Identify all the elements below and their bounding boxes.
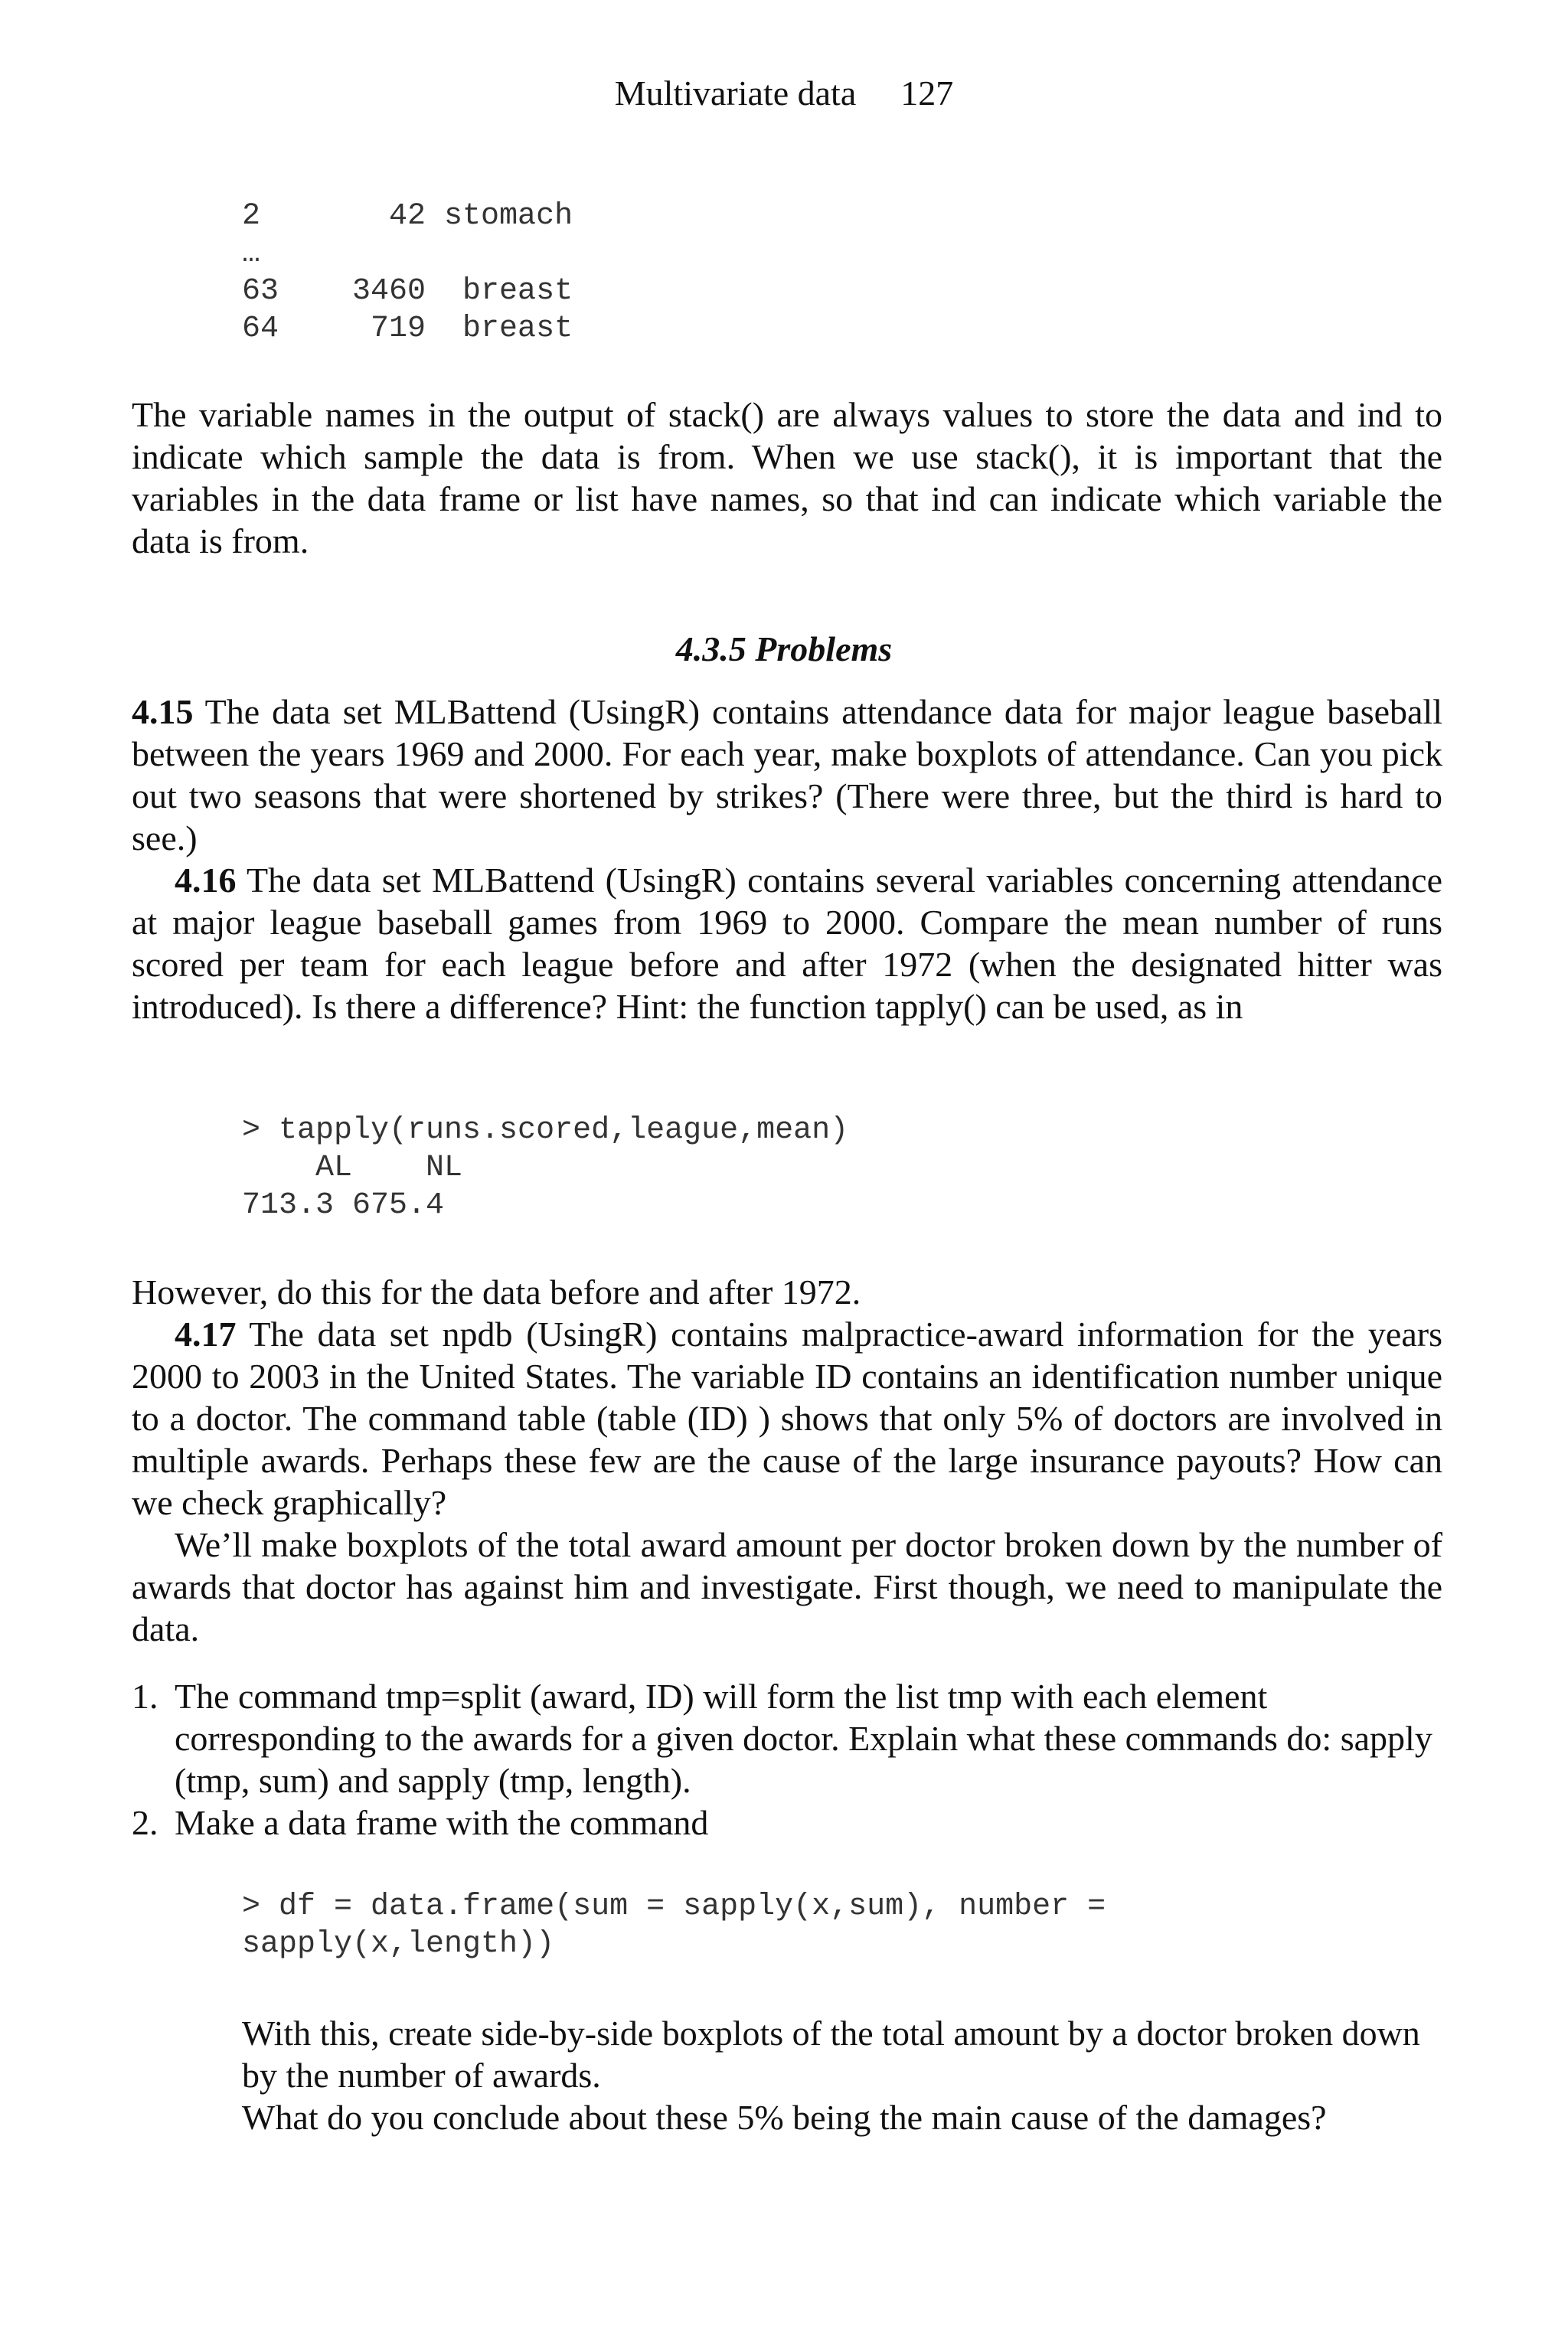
- list-number: 2.: [132, 1803, 158, 1842]
- list-item: [132, 1802, 1442, 1844]
- page-number: 127: [900, 74, 954, 113]
- problem-4-16: [132, 859, 1442, 1027]
- problem-4-17: [132, 1313, 1442, 1524]
- after-code-text: However, do this for the data before and after 1972.: [132, 1272, 861, 1312]
- problem-text: The data set MLBattend (UsingR) contains several variables concerning attendance at major league baseball games from 1969 to 2000. Compare the mean number of runs scored per team for each league before and after 1972 (when the designated hitter was introduced). Is there a difference? Hint: the function tapply() can be used, as in: [132, 861, 1442, 1026]
- running-header: [0, 70, 1568, 116]
- problem-number: 4.15: [132, 692, 194, 731]
- list-text: The command tmp=split (award, ID) will form the list tmp with each element corresponding to the awards for a given doctor. Explain what these commands do: sapply (tmp, sum) and sapply (tmp, length).: [175, 1677, 1432, 1800]
- problem-4-17-continued: We’ll make boxplots of the total award amount per doctor broken down by the number of awards that doctor has against him and investigate. First though, we need to manipulate the data.: [132, 1525, 1442, 1648]
- closing-line-1: With this, create side-by-side boxplots of the total amount by a doctor broken down by the number of awards.: [242, 2014, 1420, 2095]
- code-data-frame: > df = data.frame(sum = sapply(x,sum), number = sapply(x,length)): [242, 1890, 1106, 1962]
- problems-block-2: [132, 1271, 1442, 1650]
- problems-block: [132, 691, 1442, 1027]
- problem-text: The data set MLBattend (UsingR) contains attendance data for major league baseball between the years 1969 and 2000. For each year, make boxplots of attendance. Can you pick out two seasons that were shortened by strikes? (There were three, but the third is hard to see.): [132, 692, 1442, 858]
- problem-number: 4.17: [175, 1315, 237, 1354]
- problem-4-15: [132, 691, 1442, 859]
- intro-paragraph: [132, 394, 1442, 562]
- intro-text: The variable names in the output of stack() are always values to store the data and ind to indicate which sample the data is from. When we use stack(), it is important that the variables in the data frame or list have names, so that ind can indicate which variable the data is from.: [132, 395, 1442, 560]
- code-output-stack: 2 42 stomach … 63 3460 breast 64 719 breast: [242, 199, 573, 346]
- closing-line-2: What do you conclude about these 5% being the main cause of the damages?: [242, 2098, 1327, 2137]
- list-text: Make a data frame with the command: [175, 1803, 709, 1842]
- code-tapply: > tapply(runs.scored,league,mean) AL NL 713.3 675.4: [242, 1113, 849, 1223]
- list-number: 1.: [132, 1677, 158, 1716]
- list-item: [132, 1675, 1442, 1802]
- problem-text: The data set npdb (UsingR) contains malpractice-award information for the years 2000 to 2003 in the United States. The variable ID contains an identification number unique to a doctor. The command table (table (ID) ) shows that only 5% of doctors are involved in multiple awards. Perhaps these few are the cause of the large insurance payouts? How can we check graphically?: [132, 1315, 1442, 1522]
- problem-number: 4.16: [175, 861, 237, 900]
- numbered-list: [132, 1675, 1442, 1844]
- closing-paragraph: [242, 2012, 1442, 2138]
- running-title: Multivariate data: [614, 74, 857, 113]
- section-heading: 4.3.5 Problems: [675, 629, 893, 668]
